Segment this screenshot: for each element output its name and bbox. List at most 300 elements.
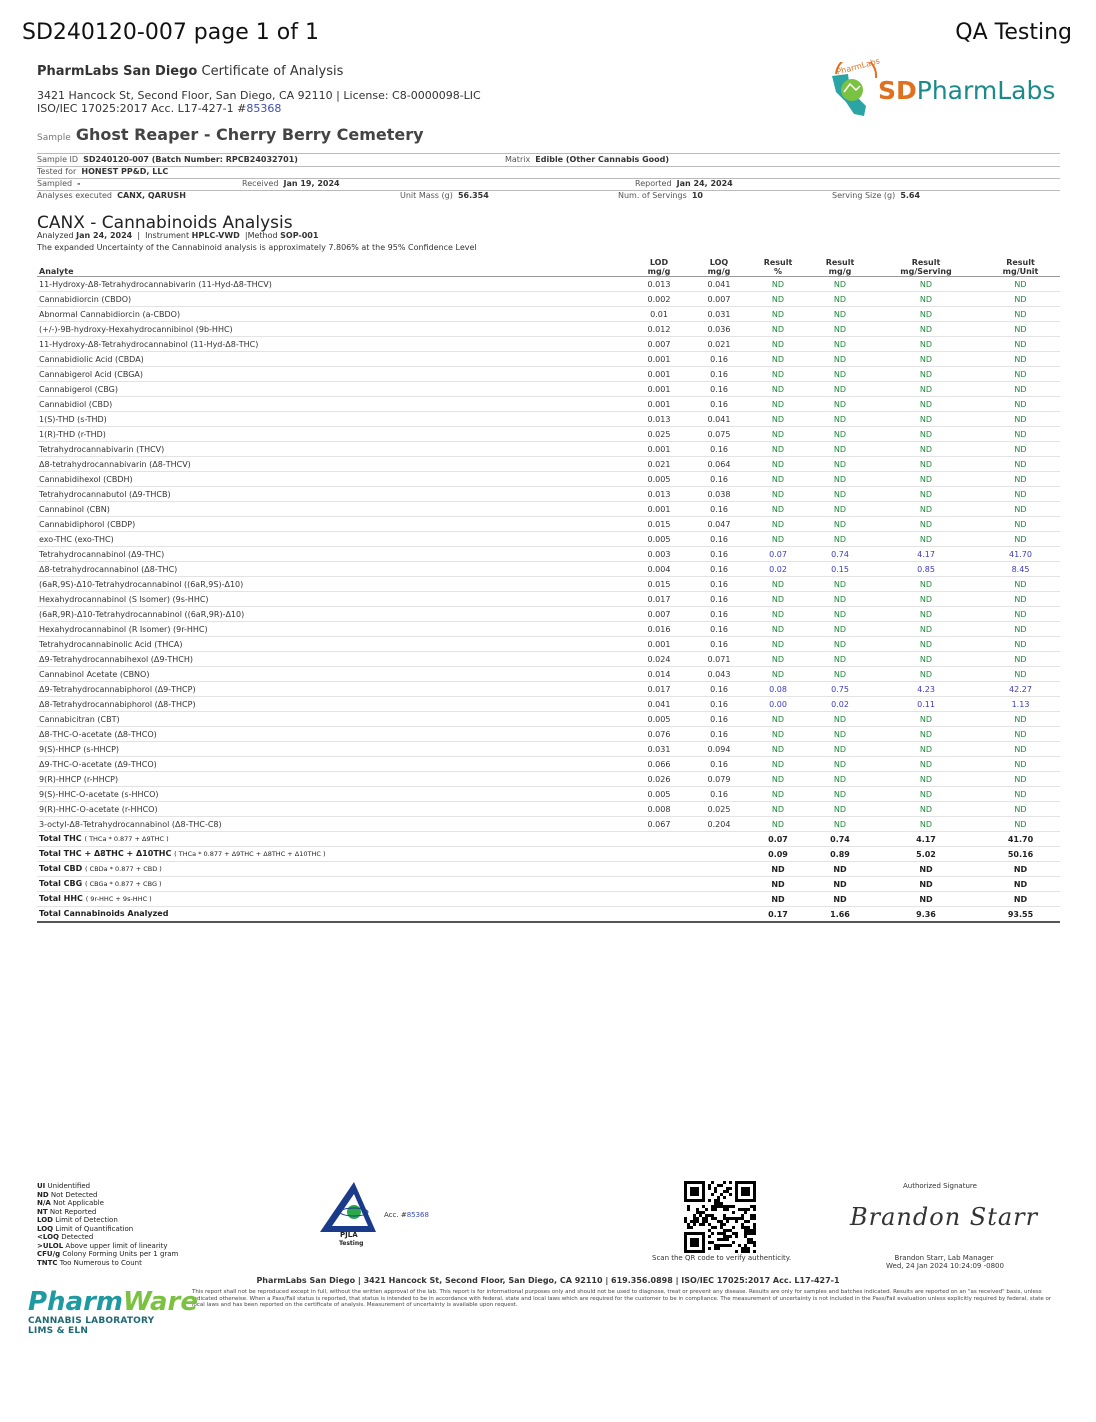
analyte-name: Cannabidihexol (CBDH) [37, 472, 627, 487]
cell-value: 8.45 [981, 562, 1060, 577]
table-row [37, 397, 1060, 412]
cell-value: ND [747, 772, 809, 787]
analyte-name: 9(S)-HHCP (s-HHCP) [37, 742, 627, 757]
col-result-mgg: Result mg/g [809, 256, 871, 277]
cell-value: ND [809, 607, 871, 622]
cell-value: 0.002 [627, 292, 691, 307]
cell-value: ND [747, 787, 809, 802]
cell-value: 4.17 [871, 547, 981, 562]
cell-value: 0.16 [691, 382, 747, 397]
table-row [37, 487, 1060, 502]
cell-value: ND [981, 817, 1060, 832]
cell-value: ND [747, 727, 809, 742]
cell-value: ND [747, 742, 809, 757]
cell-value: 0.021 [691, 337, 747, 352]
cell-value: ND [871, 712, 981, 727]
received: Received Jan 19, 2024 [242, 179, 340, 188]
table-row [37, 712, 1060, 727]
cell-value: 0.16 [691, 442, 747, 457]
total-value: 0.09 [747, 847, 809, 862]
total-value: ND [747, 892, 809, 907]
cell-value: 0.007 [691, 292, 747, 307]
num-servings: Num. of Servings 10 [618, 191, 703, 200]
cell-value: ND [981, 577, 1060, 592]
cell-value: ND [747, 472, 809, 487]
cell-value: 0.071 [691, 652, 747, 667]
cell-value: ND [809, 802, 871, 817]
cell-value: ND [981, 427, 1060, 442]
table-row [37, 622, 1060, 637]
analyte-name: 3-octyl-Δ8-Tetrahydrocannabinol (Δ8-THC-C8) [37, 817, 627, 832]
analyte-name: Cannabidiphorol (CBDP) [37, 517, 627, 532]
cell-value: 0.021 [627, 457, 691, 472]
cell-value: ND [981, 517, 1060, 532]
cell-value: ND [747, 427, 809, 442]
cell-value: ND [809, 637, 871, 652]
cell-value: ND [809, 502, 871, 517]
cell-value: 0.031 [627, 742, 691, 757]
cell-value: ND [747, 367, 809, 382]
total-value: 1.66 [809, 907, 871, 923]
sdpharmlabs-logo [826, 56, 1066, 122]
cell-value: 0.16 [691, 607, 747, 622]
analyte-name: Cannabidiol (CBD) [37, 397, 627, 412]
analyte-name: 1(R)-THD (r-THD) [37, 427, 627, 442]
cell-value: ND [809, 757, 871, 772]
cell-value: ND [809, 472, 871, 487]
cell-value: 0.001 [627, 352, 691, 367]
sample-name: Ghost Reaper - Cherry Berry Cemetery [75, 125, 424, 144]
cell-value: 0.74 [809, 547, 871, 562]
cell-value: ND [871, 307, 981, 322]
cell-value: 0.005 [627, 712, 691, 727]
table-row [37, 547, 1060, 562]
cell-value: 0.07 [747, 547, 809, 562]
table-row [37, 637, 1060, 652]
cell-value: 42.27 [981, 682, 1060, 697]
cell-value: 41.70 [981, 547, 1060, 562]
cell-value: ND [871, 637, 981, 652]
verification-qr-code-icon[interactable] [684, 1181, 756, 1253]
cell-value: ND [981, 412, 1060, 427]
table-row [37, 802, 1060, 817]
table-row [37, 337, 1060, 352]
table-row [37, 742, 1060, 757]
cell-value: ND [871, 337, 981, 352]
cell-value: 0.075 [691, 427, 747, 442]
cell-value: 0.16 [691, 787, 747, 802]
cell-value: 0.025 [691, 802, 747, 817]
cell-value: ND [871, 607, 981, 622]
cell-value: ND [871, 412, 981, 427]
total-row [37, 832, 1060, 847]
cell-value: 0.014 [627, 667, 691, 682]
cell-value: ND [809, 742, 871, 757]
cell-value: ND [871, 817, 981, 832]
cell-value: ND [809, 292, 871, 307]
table-row [37, 502, 1060, 517]
cell-value: 0.015 [627, 517, 691, 532]
cell-value: ND [747, 712, 809, 727]
cell-value: ND [871, 367, 981, 382]
cell-value: ND [981, 292, 1060, 307]
cell-value: ND [809, 457, 871, 472]
cell-value: 0.007 [627, 607, 691, 622]
total-value: 0.17 [747, 907, 809, 923]
cell-value: ND [981, 352, 1060, 367]
col-result-mgunit: Result mg/Unit [981, 256, 1060, 277]
cell-value: ND [981, 322, 1060, 337]
analyte-name: Δ8-THC-O-acetate (Δ8-THCO) [37, 727, 627, 742]
table-row [37, 697, 1060, 712]
table-row [37, 322, 1060, 337]
cell-value: ND [871, 772, 981, 787]
logo-wordmark [878, 76, 1055, 105]
legend-item: UI Unidentified [37, 1182, 91, 1190]
analyte-name: Cannabidiolic Acid (CBDA) [37, 352, 627, 367]
cell-value: 0.75 [809, 682, 871, 697]
cell-value: 0.001 [627, 367, 691, 382]
cell-value: ND [809, 427, 871, 442]
analyte-name: Cannabinol (CBN) [37, 502, 627, 517]
pjla-acc: Acc. #85368 [384, 1211, 429, 1219]
total-value: ND [871, 862, 981, 877]
cell-value: 0.016 [627, 622, 691, 637]
cell-value: 0.015 [627, 577, 691, 592]
cell-value: 0.16 [691, 547, 747, 562]
cell-value: ND [981, 772, 1060, 787]
iso-acc-link[interactable]: 85368 [246, 102, 282, 115]
total-row [37, 847, 1060, 862]
signatory-name: Brandon Starr, Lab Manager [894, 1254, 994, 1262]
cell-value: ND [981, 742, 1060, 757]
total-label: Total Cannabinoids Analyzed [37, 907, 627, 923]
table-row [37, 787, 1060, 802]
cell-value: ND [871, 592, 981, 607]
cell-value: ND [747, 502, 809, 517]
total-value: 0.89 [809, 847, 871, 862]
footer-disclaimer: This report shall not be reproduced except in full, without the written approval of the lab. This report is for informational purposes only and should not be used to diagnose, treat or prevent any disease. Results are only for samples and batches indicated. Results are reported on an "as received" basis, unless indicated otherwise. When a Pass/Fail status is reported, that status is intended to be in accordance with federal, state and local laws which are required for the customer to be in compliance. The measurement of uncertainty is not included in the Pass/Fail evaluation unless explicitly required by federal, state or local laws and has been reported on the certificate of analysis. Measurement of uncertainty is available upon request. [192, 1289, 1052, 1308]
cell-value: ND [871, 442, 981, 457]
total-value: ND [809, 892, 871, 907]
pjla-badge [318, 1180, 438, 1250]
cell-value: ND [747, 487, 809, 502]
cell-value: ND [747, 292, 809, 307]
total-value: 9.36 [871, 907, 981, 923]
cell-value: ND [981, 457, 1060, 472]
cell-value: 0.16 [691, 727, 747, 742]
cell-value: ND [747, 817, 809, 832]
pjla-sub: Testing [339, 1240, 364, 1247]
cell-value: ND [871, 457, 981, 472]
total-value: 93.55 [981, 907, 1060, 923]
analyte-name: Hexahydrocannabinol (S Isomer) (9s-HHC) [37, 592, 627, 607]
cell-value: ND [809, 322, 871, 337]
col-analyte: Analyte [37, 256, 627, 277]
cell-value: 0.001 [627, 442, 691, 457]
doc-type: Certificate of Analysis [201, 64, 344, 79]
cell-value: 0.16 [691, 697, 747, 712]
cell-value: ND [747, 457, 809, 472]
cell-value: 0.008 [627, 802, 691, 817]
cell-value: ND [809, 442, 871, 457]
total-value: 0.74 [809, 832, 871, 847]
cell-value: ND [871, 532, 981, 547]
cell-value: 0.15 [809, 562, 871, 577]
analyte-name: (6aR,9R)-Δ10-Tetrahydrocannabinol ((6aR,9R)-Δ10) [37, 607, 627, 622]
cell-value: ND [981, 652, 1060, 667]
cell-value: ND [747, 802, 809, 817]
cell-value: 0.066 [627, 757, 691, 772]
cell-value: 0.204 [691, 817, 747, 832]
pharmware-wordmark: PharmWare [28, 1287, 198, 1317]
table-row [37, 292, 1060, 307]
col-lod: LOD mg/g [627, 256, 691, 277]
cell-value: ND [871, 322, 981, 337]
cell-value: ND [871, 277, 981, 292]
cell-value: ND [981, 442, 1060, 457]
analyte-name: Cannabidiorcin (CBDO) [37, 292, 627, 307]
table-row [37, 412, 1060, 427]
iso-line [37, 102, 281, 115]
cell-value: ND [809, 532, 871, 547]
cell-value: 0.16 [691, 712, 747, 727]
cell-value: 0.041 [691, 277, 747, 292]
cell-value: 0.001 [627, 397, 691, 412]
analyte-name: 9(R)-HHC-O-acetate (r-HHCO) [37, 802, 627, 817]
cell-value: ND [747, 277, 809, 292]
cell-value: ND [981, 637, 1060, 652]
table-row [37, 727, 1060, 742]
cell-value: ND [981, 622, 1060, 637]
total-value: 5.02 [871, 847, 981, 862]
cell-value: ND [871, 577, 981, 592]
cell-value: ND [747, 352, 809, 367]
cell-value: ND [871, 382, 981, 397]
cell-value: 0.043 [691, 667, 747, 682]
cell-value: ND [747, 607, 809, 622]
cell-value: 0.012 [627, 322, 691, 337]
lab-name: PharmLabs San Diego [37, 64, 198, 79]
analyte-name: (+/-)-9B-hydroxy-Hexahydrocannibinol (9b-HHC) [37, 322, 627, 337]
analyte-name: Tetrahydrocannabinol (Δ9-THC) [37, 547, 627, 562]
cell-value: 0.08 [747, 682, 809, 697]
table-row [37, 562, 1060, 577]
pharmware-logo [28, 1287, 198, 1336]
total-value: ND [747, 877, 809, 892]
signature-date: Wed, 24 Jan 2024 10:24:09 -0800 [886, 1262, 1004, 1270]
total-row [37, 877, 1060, 892]
table-row [37, 607, 1060, 622]
cell-value: ND [809, 397, 871, 412]
lab-title [37, 64, 343, 79]
cell-value: ND [871, 802, 981, 817]
cell-value: 0.16 [691, 622, 747, 637]
total-value: ND [871, 892, 981, 907]
cell-value: ND [981, 472, 1060, 487]
analyte-name: Hexahydrocannabinol (R Isomer) (9r-HHC) [37, 622, 627, 637]
lab-address: 3421 Hancock St, Second Floor, San Diego, CA 92110 | License: C8-0000098-LIC [37, 89, 481, 102]
legend-item: >ULOL Above upper limit of linearity [37, 1241, 168, 1250]
serving-size: Serving Size (g) 5.64 [832, 191, 921, 200]
total-value: 41.70 [981, 832, 1060, 847]
analyte-name: Tetrahydrocannabinolic Acid (THCA) [37, 637, 627, 652]
analyte-name: Δ8-tetrahydrocannabinol (Δ8-THC) [37, 562, 627, 577]
cell-value: ND [747, 652, 809, 667]
analyte-name: Tetrahydrocannabivarin (THCV) [37, 442, 627, 457]
cell-value: 0.024 [627, 652, 691, 667]
cell-value: 0.007 [627, 337, 691, 352]
sampled: Sampled - [37, 179, 81, 188]
analyte-name: Tetrahydrocannabutol (Δ9-THCB) [37, 487, 627, 502]
logo-sd: SD [878, 76, 917, 105]
legend-item: N/A Not Applicable [37, 1199, 104, 1207]
col-result-mgserving: Result mg/Serving [871, 256, 981, 277]
cell-value: 0.001 [627, 637, 691, 652]
uncertainty-note: The expanded Uncertainty of the Cannabinoid analysis is approximately 7.806% at the 95% Confidence Level [37, 243, 477, 252]
analyte-name: 11-Hydroxy-Δ8-Tetrahydrocannabinol (11-Hyd-Δ8-THC) [37, 337, 627, 352]
cell-value: ND [981, 367, 1060, 382]
cell-value: 0.16 [691, 637, 747, 652]
cell-value: ND [809, 307, 871, 322]
analyte-name: Δ9-Tetrahydrocannabihexol (Δ9-THCH) [37, 652, 627, 667]
cell-value: 0.079 [691, 772, 747, 787]
legend-item: LOD Limit of Detection [37, 1216, 118, 1224]
pjla-label: PJLA [340, 1231, 358, 1239]
cell-value: 0.076 [627, 727, 691, 742]
cell-value: ND [871, 757, 981, 772]
col-loq: LOQ mg/g [691, 256, 747, 277]
table-row [37, 652, 1060, 667]
legend-item: <LOQ Detected [37, 1233, 94, 1241]
cell-value: 0.16 [691, 682, 747, 697]
total-value: ND [981, 877, 1060, 892]
tested-for: Tested for HONEST PP&D, LLC [37, 167, 169, 176]
table-row [37, 592, 1060, 607]
cell-value: ND [871, 292, 981, 307]
cell-value: 0.005 [627, 472, 691, 487]
cell-value: 0.036 [691, 322, 747, 337]
cell-value: 0.16 [691, 352, 747, 367]
report-id-header: SD240120-007 page 1 of 1 [22, 20, 319, 45]
cell-value: 4.23 [871, 682, 981, 697]
cell-value: ND [809, 337, 871, 352]
cell-value: 0.16 [691, 472, 747, 487]
analyte-name: 11-Hydroxy-Δ8-Tetrahydrocannabivarin (11-Hyd-Δ8-THCV) [37, 277, 627, 292]
cell-value: 0.001 [627, 502, 691, 517]
cell-value: 0.064 [691, 457, 747, 472]
cell-value: ND [809, 277, 871, 292]
cell-value: ND [809, 667, 871, 682]
sample-title [37, 125, 424, 144]
cell-value: ND [981, 592, 1060, 607]
analyses-executed: Analyses executed CANX, QARUSH [37, 191, 186, 200]
cell-value: ND [809, 772, 871, 787]
cell-value: ND [981, 397, 1060, 412]
analyte-name: Δ8-tetrahydrocannabivarin (Δ8-THCV) [37, 457, 627, 472]
cell-value: ND [981, 712, 1060, 727]
legend-item: ND Not Detected [37, 1190, 98, 1199]
cell-value: ND [809, 517, 871, 532]
table-row [37, 352, 1060, 367]
col-result-pct: Result % [747, 256, 809, 277]
total-value: 0.07 [747, 832, 809, 847]
analyte-name: Δ9-Tetrahydrocannabiphorol (Δ9-THCP) [37, 682, 627, 697]
iso-prefix: ISO/IEC 17025:2017 Acc. L17-427-1 # [37, 102, 247, 115]
cell-value: ND [809, 382, 871, 397]
cell-value: ND [871, 397, 981, 412]
cell-value: 0.16 [691, 502, 747, 517]
cell-value: 0.094 [691, 742, 747, 757]
cell-value: ND [871, 502, 981, 517]
signature-header: Authorized Signature [903, 1182, 977, 1190]
table-row [37, 277, 1060, 292]
cell-value: ND [809, 817, 871, 832]
cell-value: ND [871, 787, 981, 802]
legend-item: NT Not Reported [37, 1207, 97, 1216]
table-row [37, 457, 1060, 472]
cell-value: 0.02 [747, 562, 809, 577]
total-value: 4.17 [871, 832, 981, 847]
handwritten-signature: Brandon Starr [850, 1203, 1039, 1231]
analyte-name: Abnormal Cannabidiorcin (a-CBDO) [37, 307, 627, 322]
cell-value: 0.11 [871, 697, 981, 712]
sample-id: Sample ID SD240120-007 (Batch Number: RPCB24032701) [37, 155, 298, 164]
cell-value: ND [871, 727, 981, 742]
qr-caption: Scan the QR code to verify authenticity. [652, 1254, 792, 1262]
cell-value: 0.16 [691, 592, 747, 607]
cell-value: 0.01 [627, 307, 691, 322]
total-label: Total THC + Δ8THC + Δ10THC ( THCa * 0.877 + Δ9THC + Δ8THC + Δ10THC ) [37, 847, 627, 862]
legend-item: TNTC Too Numerous to Count [37, 1258, 142, 1267]
cell-value: ND [981, 727, 1060, 742]
cell-value: 0.003 [627, 547, 691, 562]
table-row [37, 667, 1060, 682]
analyte-name: 9(S)-HHC-O-acetate (s-HHCO) [37, 787, 627, 802]
cell-value: 0.16 [691, 577, 747, 592]
total-value: ND [809, 862, 871, 877]
total-label: Total THC ( THCa * 0.877 + Δ9THC ) [37, 832, 627, 847]
cell-value: ND [809, 727, 871, 742]
cell-value: ND [809, 592, 871, 607]
cell-value: ND [747, 637, 809, 652]
total-value: ND [747, 862, 809, 877]
cell-value: ND [809, 787, 871, 802]
cell-value: ND [747, 382, 809, 397]
cell-value: ND [871, 472, 981, 487]
cell-value: ND [981, 802, 1060, 817]
canx-meta: Analyzed Jan 24, 2024 | Instrument HPLC-VWD |Method SOP-001 [37, 231, 319, 240]
cell-value: ND [981, 787, 1060, 802]
table-row [37, 307, 1060, 322]
table-row [37, 532, 1060, 547]
table-row [37, 427, 1060, 442]
cell-value: 0.026 [627, 772, 691, 787]
total-row [37, 862, 1060, 877]
table-row [37, 517, 1060, 532]
analyte-name: 9(R)-HHCP (r-HHCP) [37, 772, 627, 787]
analyte-name: Δ8-Tetrahydrocannabiphorol (Δ8-THCP) [37, 697, 627, 712]
table-row [37, 682, 1060, 697]
cell-value: ND [871, 652, 981, 667]
logo-arc-text: PharmLabs [835, 56, 881, 77]
cell-value: 0.041 [691, 412, 747, 427]
cell-value: ND [981, 757, 1060, 772]
cell-value: ND [981, 502, 1060, 517]
cell-value: ND [809, 712, 871, 727]
analyte-name: exo-THC (exo-THC) [37, 532, 627, 547]
cell-value: ND [747, 592, 809, 607]
